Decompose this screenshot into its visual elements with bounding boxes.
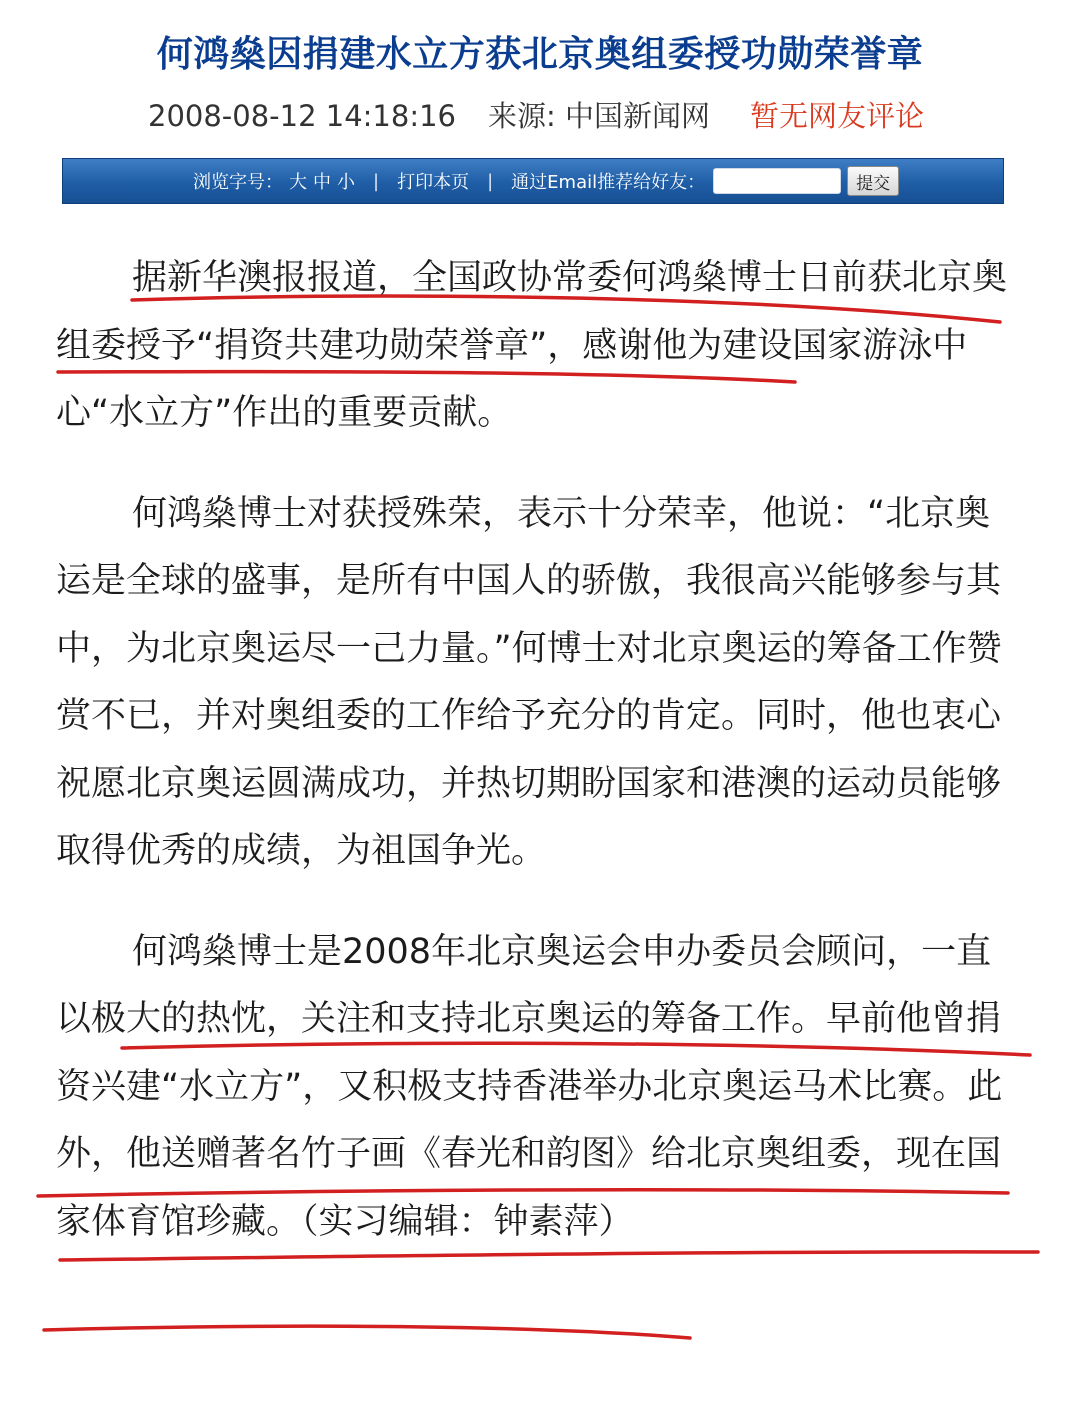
article-body [56, 245, 1016, 1289]
email-input[interactable] [713, 168, 841, 194]
print-page-link[interactable]: 打印本页 [397, 172, 470, 193]
article-paragraph: 何鸿燊博士对获授殊荣，表示十分荣幸，他说：“北京奥运是全球的盛事，是所有中国人的骄傲，我很高兴能够参与其中，为北京奥运尽一己力量。”何博士对北京奥运的筹备工作赞赏不已，并对奥组委的工作给予充分的肯定。同时，他也衷心祝愿北京奥运圆满成功，并热切期盼国家和港澳的运动员能够取得优秀的成绩，为祖国争光。 [56, 493, 1002, 871]
font-size-large-link[interactable]: 大 [289, 172, 307, 193]
font-size-label: 浏览字号： [193, 172, 283, 193]
article-paragraph: 何鸿燊博士是2008年北京奥运会申办委员会顾问，一直以极大的热忱，关注和支持北京奥运的筹备工作。早前他曾捐资兴建“水立方”，又积极支持香港举办北京奥运马术比赛。此外，他送赠著名竹子画《春光和韵图》给北京奥组委，现在国家体育馆珍藏。（实习编辑：钟素萍） [56, 931, 1003, 1242]
submit-button[interactable]: 提交 [847, 166, 899, 196]
article-paragraph: 据新华澳报报道，全国政协常委何鸿燊博士日前获北京奥组委授予“捐资共建功勋荣誉章”，感谢他为建设国家游泳中心“水立方”作出的重要贡献。 [56, 258, 1008, 433]
font-size-control [193, 168, 355, 194]
article-title: 何鸿燊因捐建水立方获北京奥组委授功勋荣誉章 [156, 34, 924, 75]
article-toolbar [62, 158, 1004, 204]
toolbar-divider: | [373, 170, 380, 192]
font-size-small-link[interactable]: 小 [337, 172, 355, 193]
comments-link[interactable]: 暂无网友评论 [750, 99, 925, 133]
publish-datetime: 2008-08-12 14:18:16 [148, 99, 456, 133]
font-size-medium-link[interactable]: 中 [313, 172, 331, 193]
red-underline [44, 1326, 690, 1338]
article-meta [148, 96, 924, 136]
toolbar-divider: | [487, 170, 494, 192]
email-recommend-label: 通过Email推荐给好友： [511, 172, 706, 193]
source-label: 来源: 中国新闻网 [488, 99, 710, 133]
